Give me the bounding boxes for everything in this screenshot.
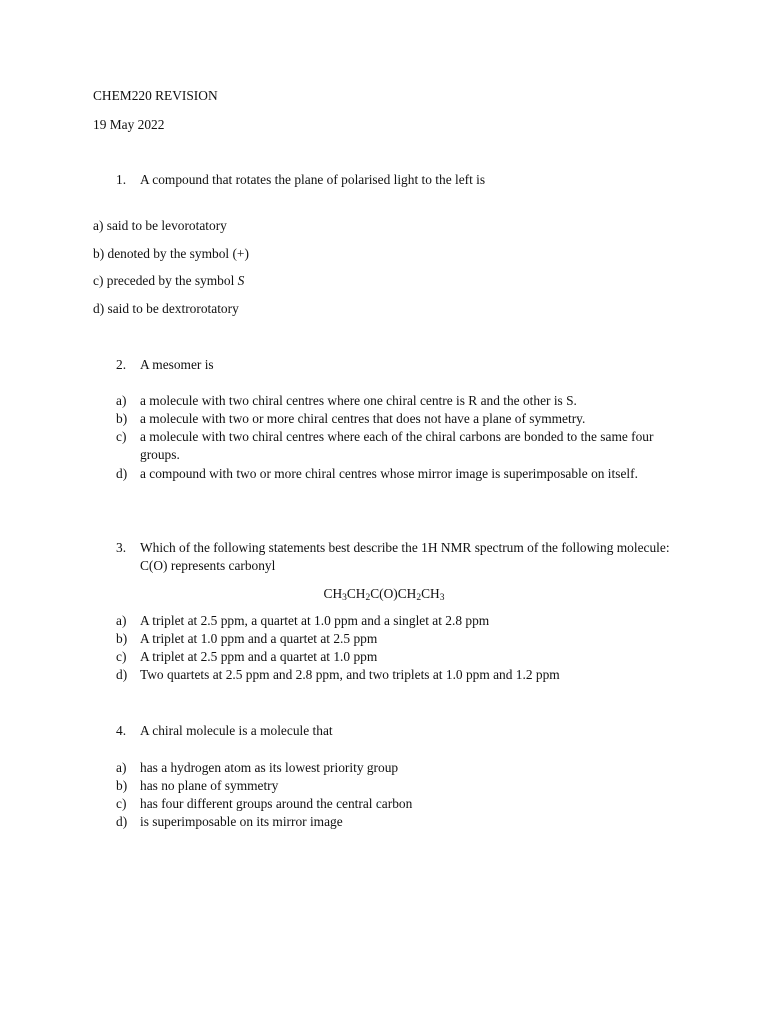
option-c <box>93 272 244 290</box>
option-d: Two quartets at 2.5 ppm and 2.8 ppm, and two triplets at 1.0 ppm and 1.2 ppm <box>140 667 560 682</box>
option-b: A triplet at 1.0 ppm and a quartet at 2.5 ppm <box>140 631 378 646</box>
question-number: 2. <box>116 357 127 372</box>
option-a: a) said to be levorotatory <box>93 218 227 233</box>
option-c: a molecule with two chiral centres where each of the chiral carbons are bonded to the same four groups. <box>140 429 654 462</box>
option-c-symbol: S <box>237 273 245 288</box>
option-label: d) <box>116 667 128 682</box>
option-d: d) said to be dextrorotatory <box>93 301 239 316</box>
molecule-formula: $CH_3CH_2C(O)CH_2CH_3$ <box>323 586 445 603</box>
option-b: has no plane of symmetry <box>140 778 279 793</box>
option-label: a) <box>116 393 127 408</box>
document-title: CHEM220 REVISION <box>93 88 218 103</box>
option-b: b) denoted by the symbol (+) <box>93 246 249 261</box>
option-label: a) <box>116 760 127 775</box>
option-label: b) <box>116 411 128 426</box>
option-d: is superimposable on its mirror image <box>140 814 343 829</box>
option-label: d) <box>116 814 128 829</box>
option-label: b) <box>116 631 128 646</box>
option-b: a molecule with two or more chiral centres that does not have a plane of symmetry. <box>140 411 586 426</box>
question-text: A mesomer is <box>140 357 214 372</box>
option-c-text: c) preceded by the symbol <box>93 273 238 288</box>
document-date: 19 May 2022 <box>93 117 165 132</box>
question-number: 1. <box>116 172 127 187</box>
option-label: d) <box>116 466 128 481</box>
question-number: 4. <box>116 723 127 738</box>
option-label: c) <box>116 429 127 444</box>
option-c: has four different groups around the central carbon <box>140 796 413 811</box>
option-label: c) <box>116 649 127 664</box>
option-a: a molecule with two chiral centres where one chiral centre is R and the other is S. <box>140 393 577 408</box>
option-a: has a hydrogen atom as its lowest priority group <box>140 760 399 775</box>
option-a: A triplet at 2.5 ppm, a quartet at 1.0 ppm and a singlet at 2.8 ppm <box>140 613 490 628</box>
option-d: a compound with two or more chiral centres whose mirror image is superimposable on itself. <box>140 466 638 481</box>
question-text: A compound that rotates the plane of polarised light to the left is <box>140 172 486 187</box>
question-text: A chiral molecule is a molecule that <box>140 723 333 738</box>
option-label: a) <box>116 613 127 628</box>
option-c: A triplet at 2.5 ppm and a quartet at 1.0 ppm <box>140 649 378 664</box>
option-label: c) <box>116 796 127 811</box>
question-number: 3. <box>116 540 127 555</box>
option-label: b) <box>116 778 128 793</box>
question-text: Which of the following statements best describe the 1H NMR spectrum of the following molecule: C(O) represents carbonyl <box>140 540 670 573</box>
